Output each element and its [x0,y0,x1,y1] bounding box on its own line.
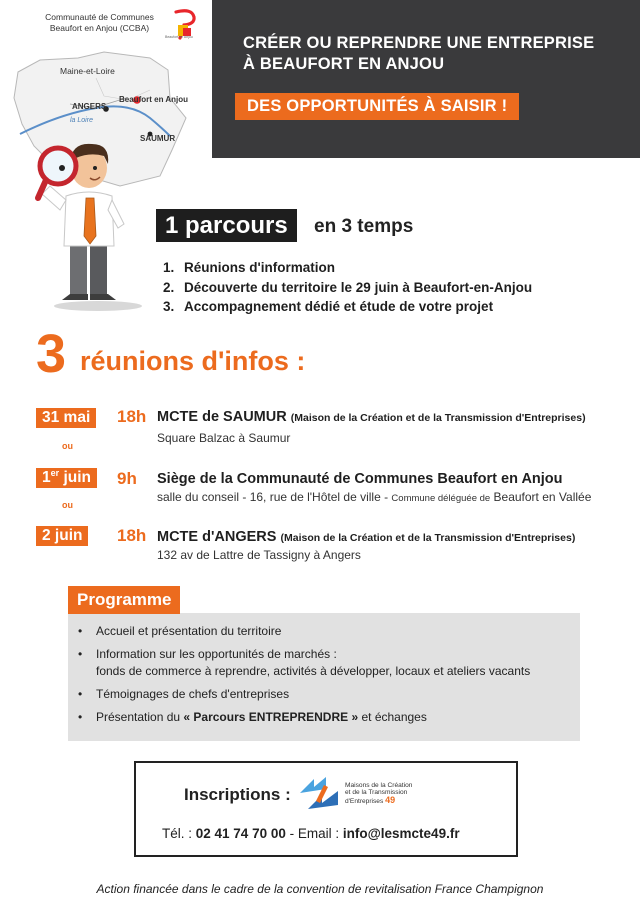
session-date-badge: 1er juin [36,468,97,488]
email-link[interactable]: info@lesmcte49.fr [342,826,460,841]
programme-heading: Programme [68,586,180,614]
map-beaufort-label: Beaufort en Anjou [119,95,189,104]
mcte-logo-text: Maisons de la Création et de la Transmission d'Entreprises 49 [345,782,413,805]
parcours-steps [163,258,623,317]
or-separator: ou [62,500,73,510]
list-item: • Présentation du « Parcours ENTREPRENDRE » et échanges [78,709,573,726]
list-item: 2. Découverte du territoire le 29 juin à Beaufort-en-Anjou [163,279,533,295]
session-date-badge: 31 mai [36,408,96,428]
list-item: 3. Accompagnement dédié et étude de votre projet [163,299,494,314]
parcours-badge: 1 parcours [156,209,297,242]
session-address: 132 av de Lattre de Tassigny à Angers [157,548,361,562]
contact-line: Tél. : 02 41 74 70 00 - Email : info@lesmcte49.fr [162,826,460,841]
ccba-name [32,12,167,34]
parcours-subtitle: en 3 temps [314,216,414,237]
title-line-1: CRÉER OU REPRENDRE UNE ENTREPRISE [243,34,595,52]
ccba-line-2: Beaufort en Anjou (CCBA) [49,23,150,33]
list-item: 1. Réunions d'information [163,260,335,275]
programme-list [78,623,573,732]
reunions-heading: réunions d'infos : [80,346,306,376]
session-hour: 18h [117,407,147,426]
session-hour: 9h [117,469,137,488]
ccba-tagline: Beaufort en Anjou [165,35,193,39]
session-date-badge: 2 juin [36,526,88,546]
registration-label: Inscriptions : [184,785,291,804]
reunions-number: 3 [36,324,67,384]
map-saumur-label: SAUMUR [140,134,176,143]
businessman-magnifier-illustration [28,140,168,312]
page-title [243,33,623,75]
funding-notice: Action financée dans le cadre de la convention de revitalisation France Champignon [96,882,544,896]
list-item: • Témoignages de chefs d'entreprises [78,686,573,703]
ccba-line-1: Communauté de Communes [45,12,154,22]
session-hour: 18h [117,526,147,545]
or-separator: ou [62,441,73,451]
map-angers-label: ANGERS [72,102,107,111]
list-item: • Accueil et présentation du territoire [78,623,573,640]
header-panel [212,0,640,158]
session-place: MCTE de SAUMUR (Maison de la Création et de la Transmission d'Entreprises) [157,409,586,425]
map-river-label: la Loire [70,117,93,124]
mcte-logo-icon [298,775,342,811]
title-line-2: À BEAUFORT EN ANJOU [243,55,445,73]
phone-number[interactable]: 02 41 74 70 00 [195,826,286,841]
session-place: MCTE d'ANGERS (Maison de la Création et de la Transmission d'Entreprises) [157,529,576,545]
list-item: • Information sur les opportunités de marchés : fonds de commerce à reprendre, activités à développer, locaux et ateliers vacants [78,646,573,680]
opportunities-banner: DES OPPORTUNITÉS À SAISIR ! [235,93,519,120]
map-region-label: Maine-et-Loire [60,66,115,76]
session-place: Siège de la Communauté de Communes Beaufort en Anjou [157,471,563,487]
session-address: Square Balzac à Saumur [157,431,291,445]
session-address: salle du conseil - 16, rue de l'Hôtel de ville - Commune déléguée de Beaufort en Vallée [157,490,592,504]
